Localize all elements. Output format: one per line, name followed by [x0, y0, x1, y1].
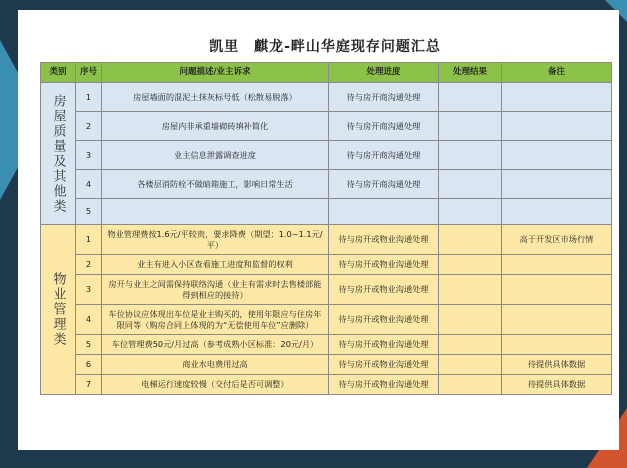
issue-summary-table: [40, 62, 612, 395]
row-note: [502, 170, 612, 199]
row-result: [439, 305, 502, 335]
row-description: 物业管理费按1.6元/平较贵，要求降费（期望：1.0~1.1元/平）: [102, 225, 329, 255]
row-progress: 待与房开或物业沟通处理: [329, 375, 439, 395]
row-note: [502, 199, 612, 225]
row-progress: 待与房开或物业沟通处理: [329, 275, 439, 305]
row-result: [439, 83, 502, 112]
table-row: [41, 112, 612, 141]
row-number: 2: [76, 112, 102, 141]
header-result: 处理结果: [439, 63, 502, 83]
row-description: 电梯运行速度较慢（交付后是否可调整）: [102, 375, 329, 395]
row-number: 3: [76, 275, 102, 305]
header-category: 类别: [41, 63, 76, 83]
header-number: 序号: [76, 63, 102, 83]
category-cell-property-management: [41, 225, 76, 395]
row-result: [439, 275, 502, 305]
row-description: 业主有进入小区查看施工进度和监督的权利: [102, 255, 329, 275]
table-row: [41, 141, 612, 170]
row-progress: 待与房开或物业沟通处理: [329, 335, 439, 355]
row-number: 6: [76, 355, 102, 375]
row-description: 房屋内非承重墙砌砖填补简化: [102, 112, 329, 141]
header-description: 问题描述/业主诉求: [102, 63, 329, 83]
row-description: 房开与业主之间需保持联络沟通（业主有需求时去售楼部能得到相应的接待）: [102, 275, 329, 305]
row-note: [502, 255, 612, 275]
table-row: [41, 199, 612, 225]
row-number: 3: [76, 141, 102, 170]
row-progress: 待与房开商沟通处理: [329, 112, 439, 141]
table-row: [41, 83, 612, 112]
category-label: 物业管理类: [50, 272, 66, 347]
row-result: [439, 255, 502, 275]
row-progress: 待与房开商沟通处理: [329, 83, 439, 112]
table-row: [41, 335, 612, 355]
row-number: 4: [76, 170, 102, 199]
row-description: 业主信息泄露调查进度: [102, 141, 329, 170]
table-row: [41, 375, 612, 395]
row-progress: 待与房开商沟通处理: [329, 170, 439, 199]
row-number: 4: [76, 305, 102, 335]
row-description: 房屋墙面的混泥土抹灰标号低（松散易脱落）: [102, 83, 329, 112]
row-note: 高于开发区市场行情: [502, 225, 612, 255]
row-note: [502, 112, 612, 141]
row-result: [439, 335, 502, 355]
row-note: [502, 141, 612, 170]
page-title: 凯里 麒龙-畔山华庭现存问题汇总: [209, 39, 441, 55]
table-row: [41, 170, 612, 199]
category-label: 房屋质量及其他类: [50, 93, 66, 214]
row-result: [439, 355, 502, 375]
row-note: [502, 305, 612, 335]
row-result: [439, 199, 502, 225]
table-header-row: [41, 63, 612, 83]
table-row: [41, 355, 612, 375]
row-number: 5: [76, 199, 102, 225]
row-progress: 待与房开或物业沟通处理: [329, 355, 439, 375]
row-number: 1: [76, 83, 102, 112]
row-progress: 待与房开或物业沟通处理: [329, 305, 439, 335]
row-progress: [329, 199, 439, 225]
header-progress: 处理进度: [329, 63, 439, 83]
row-note: [502, 335, 612, 355]
row-result: [439, 225, 502, 255]
row-number: 1: [76, 225, 102, 255]
row-result: [439, 375, 502, 395]
row-number: 2: [76, 255, 102, 275]
row-number: 5: [76, 335, 102, 355]
table-row: [41, 225, 612, 255]
row-description: [102, 199, 329, 225]
row-note: [502, 275, 612, 305]
table-row: [41, 305, 612, 335]
row-note: [502, 83, 612, 112]
row-progress: 待与房开商沟通处理: [329, 141, 439, 170]
table-row: [41, 275, 612, 305]
row-description: 各楼层消防栓不做暗箱施工，影响日常生活: [102, 170, 329, 199]
row-progress: 待与房开或物业沟通处理: [329, 255, 439, 275]
header-note: 备注: [502, 63, 612, 83]
row-description: 车位管理费50元/月过高（参考成熟小区标准：20元/月）: [102, 335, 329, 355]
row-number: 7: [76, 375, 102, 395]
row-description: 商业水电费用过高: [102, 355, 329, 375]
category-cell-housing: [41, 83, 76, 225]
table-row: [41, 255, 612, 275]
row-note: 待提供具体数据: [502, 355, 612, 375]
row-note: 待提供具体数据: [502, 375, 612, 395]
row-result: [439, 170, 502, 199]
row-description: 车位协议应体现出车位是业主购买的，使用年限应与住房年限同等（购房合同上体现的为“无偿使用车位”应删除）: [102, 305, 329, 335]
row-result: [439, 112, 502, 141]
row-progress: 待与房开或物业沟通处理: [329, 225, 439, 255]
row-result: [439, 141, 502, 170]
